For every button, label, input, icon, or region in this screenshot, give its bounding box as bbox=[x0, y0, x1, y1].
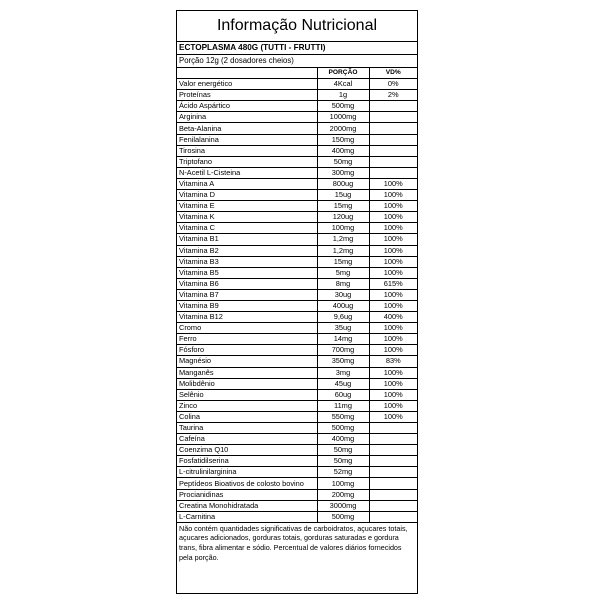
table-row bbox=[177, 400, 417, 411]
nutrient-vd: 83% bbox=[369, 356, 417, 367]
nutrient-name: Vitamina E bbox=[177, 201, 317, 212]
nutrient-amount: 14mg bbox=[317, 334, 369, 345]
table-row bbox=[177, 334, 417, 345]
nutrient-amount: 15mg bbox=[317, 201, 369, 212]
table-row bbox=[177, 323, 417, 334]
nutrient-name: Fósforo bbox=[177, 345, 317, 356]
header-portion: PORÇÃO bbox=[317, 68, 369, 79]
product-name: ECTOPLASMA 480G (TUTTI - FRUTTI) bbox=[177, 42, 417, 55]
nutrient-amount: 120ug bbox=[317, 212, 369, 223]
nutrient-name: Cafeína bbox=[177, 434, 317, 445]
nutrient-amount: 500mg bbox=[317, 423, 369, 434]
nutrient-amount: 1g bbox=[317, 90, 369, 101]
nutrient-amount: 50mg bbox=[317, 156, 369, 167]
nutrient-vd: 100% bbox=[369, 234, 417, 245]
nutrient-amount: 400ug bbox=[317, 300, 369, 311]
nutrient-amount: 15ug bbox=[317, 190, 369, 201]
nutrient-name: Zinco bbox=[177, 400, 317, 411]
nutrient-vd bbox=[369, 467, 417, 478]
table-row bbox=[177, 90, 417, 101]
nutrient-vd bbox=[369, 112, 417, 123]
nutrient-vd: 100% bbox=[369, 178, 417, 189]
nutrient-name: Proteínas bbox=[177, 90, 317, 101]
table-row bbox=[177, 312, 417, 323]
table-row bbox=[177, 289, 417, 300]
nutrient-amount: 52mg bbox=[317, 467, 369, 478]
table-row bbox=[177, 467, 417, 478]
nutrient-amount: 500mg bbox=[317, 511, 369, 522]
nutrient-amount: 30ug bbox=[317, 289, 369, 300]
nutrient-vd: 100% bbox=[369, 300, 417, 311]
nutrient-amount: 150mg bbox=[317, 134, 369, 145]
nutrient-amount: 3000mg bbox=[317, 500, 369, 511]
nutrient-amount: 1,2mg bbox=[317, 245, 369, 256]
nutrient-name: Procianidinas bbox=[177, 489, 317, 500]
nutrient-vd bbox=[369, 134, 417, 145]
table-header-row bbox=[177, 68, 417, 79]
table-row bbox=[177, 101, 417, 112]
portion-size: Porção 12g (2 dosadores cheios) bbox=[177, 55, 417, 68]
table-row bbox=[177, 411, 417, 422]
nutrient-name: Ácido Aspártico bbox=[177, 101, 317, 112]
table-row bbox=[177, 423, 417, 434]
table-row bbox=[177, 445, 417, 456]
nutrient-vd: 100% bbox=[369, 201, 417, 212]
nutrient-vd: 400% bbox=[369, 312, 417, 323]
nutrient-amount: 15mg bbox=[317, 256, 369, 267]
table-row bbox=[177, 478, 417, 489]
nutrient-name: Vitamina B1 bbox=[177, 234, 317, 245]
nutrient-vd: 100% bbox=[369, 289, 417, 300]
nutrient-name: Vitamina A bbox=[177, 178, 317, 189]
nutrient-name: N-Acetil L-Cisteina bbox=[177, 167, 317, 178]
nutrient-name: Peptídeos Bioativos de colosto bovino bbox=[177, 478, 317, 489]
table-row bbox=[177, 278, 417, 289]
nutrient-amount: 400mg bbox=[317, 434, 369, 445]
nutrient-name: Creatina Monohidratada bbox=[177, 500, 317, 511]
table-row bbox=[177, 300, 417, 311]
nutrient-amount: 3mg bbox=[317, 367, 369, 378]
nutrient-vd: 100% bbox=[369, 323, 417, 334]
nutrient-vd: 100% bbox=[369, 378, 417, 389]
nutrient-amount: 35ug bbox=[317, 323, 369, 334]
table-row bbox=[177, 245, 417, 256]
nutrient-vd bbox=[369, 489, 417, 500]
nutrient-name: L-Carnitina bbox=[177, 511, 317, 522]
nutrient-amount: 50mg bbox=[317, 445, 369, 456]
nutrient-vd bbox=[369, 423, 417, 434]
nutrient-vd bbox=[369, 434, 417, 445]
table-row bbox=[177, 267, 417, 278]
nutrient-amount: 350mg bbox=[317, 356, 369, 367]
nutrient-vd bbox=[369, 445, 417, 456]
nutrient-amount: 500mg bbox=[317, 101, 369, 112]
nutrition-facts-label bbox=[176, 10, 418, 594]
nutrient-name: Selênio bbox=[177, 389, 317, 400]
nutrient-name: Vitamina B2 bbox=[177, 245, 317, 256]
nutrient-vd: 0% bbox=[369, 79, 417, 90]
table-row bbox=[177, 500, 417, 511]
nutrient-name: Vitamina B3 bbox=[177, 256, 317, 267]
nutrient-vd bbox=[369, 511, 417, 522]
nutrient-amount: 45ug bbox=[317, 378, 369, 389]
nutrient-name: Fosfatidilserina bbox=[177, 456, 317, 467]
table-row bbox=[177, 456, 417, 467]
nutrient-vd bbox=[369, 478, 417, 489]
nutrient-vd: 100% bbox=[369, 267, 417, 278]
nutrient-name: Taurina bbox=[177, 423, 317, 434]
nutrient-name: Vitamina B5 bbox=[177, 267, 317, 278]
nutrient-amount: 700mg bbox=[317, 345, 369, 356]
nutrition-table bbox=[177, 68, 417, 523]
nutrient-name: Coenzima Q10 bbox=[177, 445, 317, 456]
table-row bbox=[177, 356, 417, 367]
nutrient-vd: 100% bbox=[369, 367, 417, 378]
nutrient-name: Valor energético bbox=[177, 79, 317, 90]
nutrient-amount: 200mg bbox=[317, 489, 369, 500]
nutrient-name: Colina bbox=[177, 411, 317, 422]
nutrient-amount: 50mg bbox=[317, 456, 369, 467]
table-row bbox=[177, 190, 417, 201]
table-row bbox=[177, 145, 417, 156]
nutrient-name: Tirosina bbox=[177, 145, 317, 156]
nutrient-name: Manganês bbox=[177, 367, 317, 378]
table-row bbox=[177, 234, 417, 245]
nutrient-name: Vitamina B6 bbox=[177, 278, 317, 289]
nutrient-name: Molibdênio bbox=[177, 378, 317, 389]
nutrient-name: Beta-Alanina bbox=[177, 123, 317, 134]
nutrient-vd bbox=[369, 123, 417, 134]
nutrient-vd bbox=[369, 500, 417, 511]
nutrient-vd: 2% bbox=[369, 90, 417, 101]
nutrient-vd bbox=[369, 145, 417, 156]
nutrient-name: Triptofano bbox=[177, 156, 317, 167]
nutrient-amount: 400mg bbox=[317, 145, 369, 156]
nutrient-name: Vitamina B12 bbox=[177, 312, 317, 323]
nutrient-amount: 100mg bbox=[317, 223, 369, 234]
nutrient-name: Magnésio bbox=[177, 356, 317, 367]
nutrient-vd bbox=[369, 101, 417, 112]
nutrient-vd: 100% bbox=[369, 190, 417, 201]
nutrient-vd: 100% bbox=[369, 345, 417, 356]
table-row bbox=[177, 79, 417, 90]
nutrient-amount: 100mg bbox=[317, 478, 369, 489]
table-row bbox=[177, 434, 417, 445]
table-row bbox=[177, 223, 417, 234]
nutrient-amount: 2000mg bbox=[317, 123, 369, 134]
nutrient-amount: 550mg bbox=[317, 411, 369, 422]
table-row bbox=[177, 123, 417, 134]
nutrient-vd bbox=[369, 456, 417, 467]
nutrient-name: Vitamina K bbox=[177, 212, 317, 223]
nutrient-amount: 5mg bbox=[317, 267, 369, 278]
nutrient-name: L-citrulinilarginina bbox=[177, 467, 317, 478]
table-row bbox=[177, 112, 417, 123]
nutrient-amount: 800ug bbox=[317, 178, 369, 189]
nutrient-amount: 1,2mg bbox=[317, 234, 369, 245]
nutrient-name: Fenilalanina bbox=[177, 134, 317, 145]
table-row bbox=[177, 156, 417, 167]
table-row bbox=[177, 201, 417, 212]
nutrient-name: Vitamina B7 bbox=[177, 289, 317, 300]
nutrient-name: Vitamina B9 bbox=[177, 300, 317, 311]
nutrient-vd: 100% bbox=[369, 212, 417, 223]
nutrient-amount: 1000mg bbox=[317, 112, 369, 123]
nutrient-vd: 100% bbox=[369, 411, 417, 422]
nutrient-name: Vitamina D bbox=[177, 190, 317, 201]
table-row bbox=[177, 489, 417, 500]
nutrient-amount: 4Kcal bbox=[317, 79, 369, 90]
nutrient-name: Ferro bbox=[177, 334, 317, 345]
nutrient-amount: 8mg bbox=[317, 278, 369, 289]
nutrient-vd: 100% bbox=[369, 389, 417, 400]
nutrient-vd: 100% bbox=[369, 256, 417, 267]
table-row bbox=[177, 134, 417, 145]
nutrient-amount: 9,6ug bbox=[317, 312, 369, 323]
table-row bbox=[177, 511, 417, 522]
nutrient-name: Arginina bbox=[177, 112, 317, 123]
header-nutrient bbox=[177, 68, 317, 79]
table-row bbox=[177, 212, 417, 223]
table-row bbox=[177, 167, 417, 178]
label-title: Informação Nutricional bbox=[177, 11, 417, 42]
nutrient-vd: 100% bbox=[369, 400, 417, 411]
nutrient-name: Vitamina C bbox=[177, 223, 317, 234]
nutrient-amount: 11mg bbox=[317, 400, 369, 411]
table-row bbox=[177, 367, 417, 378]
nutrition-rows bbox=[177, 79, 417, 523]
table-row bbox=[177, 256, 417, 267]
nutrient-vd bbox=[369, 167, 417, 178]
header-vd: VD% bbox=[369, 68, 417, 79]
nutrient-amount: 300mg bbox=[317, 167, 369, 178]
table-row bbox=[177, 178, 417, 189]
nutrient-vd: 100% bbox=[369, 223, 417, 234]
nutrient-vd: 100% bbox=[369, 334, 417, 345]
nutrient-vd: 615% bbox=[369, 278, 417, 289]
table-row bbox=[177, 345, 417, 356]
table-row bbox=[177, 378, 417, 389]
nutrient-name: Cromo bbox=[177, 323, 317, 334]
nutrient-vd: 100% bbox=[369, 245, 417, 256]
footnote: Não contém quantidades significativas de carboidratos, açucares totais, açucares adicionados, gorduras totais, gorduras saturadas e gordura trans, fibra alimentar e sódio. Percentual de valores diários fornecidos pela porção. bbox=[179, 523, 408, 562]
nutrient-amount: 60ug bbox=[317, 389, 369, 400]
nutrient-vd bbox=[369, 156, 417, 167]
table-row bbox=[177, 389, 417, 400]
